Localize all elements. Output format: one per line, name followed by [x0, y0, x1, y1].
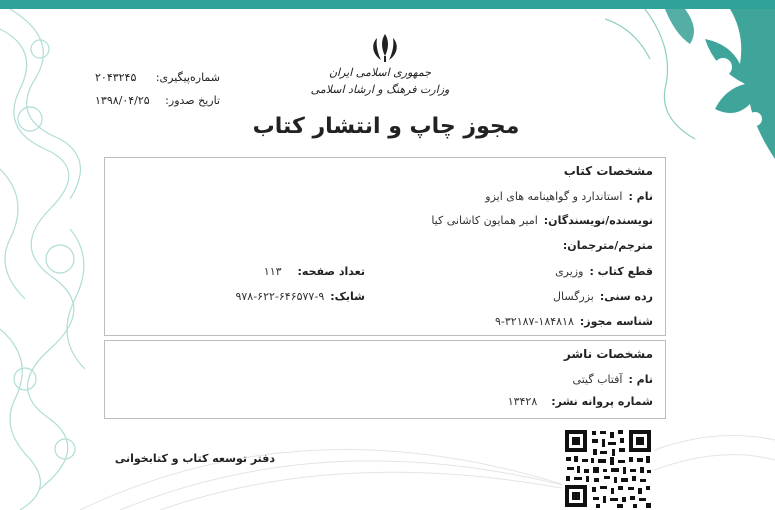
- book-size-label: قطع کتاب :: [589, 265, 653, 278]
- publisher-section-title: مشخصات ناشر: [563, 347, 653, 361]
- qr-code-icon: [562, 427, 654, 510]
- license-id-label: شناسه مجوز:: [579, 315, 653, 328]
- book-size-field: [555, 265, 653, 278]
- ministry-line-1: جمهوری اسلامی ایران: [328, 66, 432, 79]
- age-group-field: [553, 290, 653, 303]
- right-ornament: [605, 9, 775, 159]
- book-name-field: [485, 190, 653, 203]
- issuing-office: دفتر توسعه کتاب و کتابخوانی: [114, 452, 275, 465]
- top-accent-bar: [0, 0, 775, 9]
- book-name-value: استاندارد و گواهینامه های ایزو: [485, 190, 623, 203]
- tracking-label: شماره‌پیگیری:: [155, 71, 220, 84]
- isbn-label: شابک:: [330, 290, 365, 303]
- book-details-panel: [104, 157, 666, 336]
- issue-date-label: تاریخ صدور:: [165, 94, 220, 107]
- translator-field: [563, 239, 653, 252]
- author-label: نویسنده/نویسندگان:: [543, 214, 653, 227]
- publisher-permit-label: شماره پروانه نشر:: [551, 395, 653, 408]
- page-count-label: تعداد صفحه:: [297, 265, 365, 278]
- issue-date-value: ۱۳۹۸/۰۴/۲۵: [95, 94, 150, 107]
- publisher-permit-value: ۱۳۴۲۸: [507, 395, 538, 408]
- isbn-field: [235, 290, 365, 303]
- book-section-title: مشخصات کتاب: [563, 164, 653, 178]
- license-id-field: [495, 315, 653, 328]
- publisher-name-field: [573, 373, 653, 386]
- book-name-label: نام :: [628, 190, 653, 203]
- page-count-field: [264, 265, 365, 278]
- translator-label: مترجم/مترجمان:: [562, 239, 653, 252]
- publisher-name-value: آفتاب گیتی: [572, 373, 623, 386]
- ministry-line-2: وزارت فرهنگ و ارشاد اسلامی: [310, 83, 450, 96]
- age-group-value: بزرگسال: [553, 290, 594, 303]
- isbn-value: ۹-۶۴۶۵۷۷-۶۲۲-۹۷۸: [235, 290, 325, 303]
- book-size-value: وزیری: [555, 265, 584, 278]
- publisher-details-panel: [104, 340, 666, 419]
- tracking-value: ۲۰۴۳۲۴۵: [95, 71, 137, 84]
- page-title: مجوز چاپ و انتشار کتاب: [252, 114, 520, 139]
- permit-meta: [95, 66, 220, 112]
- page-count-value: ۱۱۳: [263, 265, 282, 278]
- iran-emblem-icon: [365, 32, 405, 64]
- tracking-row: [95, 66, 220, 89]
- publisher-permit-field: [508, 395, 653, 408]
- author-value: امیر همایون کاشانی کیا: [431, 214, 538, 227]
- issue-date-row: [95, 89, 220, 112]
- author-field: [431, 214, 653, 227]
- age-group-label: رده سنی:: [599, 290, 653, 303]
- license-id-value: ۱۸۴۸۱۸-۳۲۱۸۷-۹: [494, 315, 574, 328]
- ministry-heading: [300, 64, 460, 98]
- publisher-name-label: نام :: [628, 373, 653, 386]
